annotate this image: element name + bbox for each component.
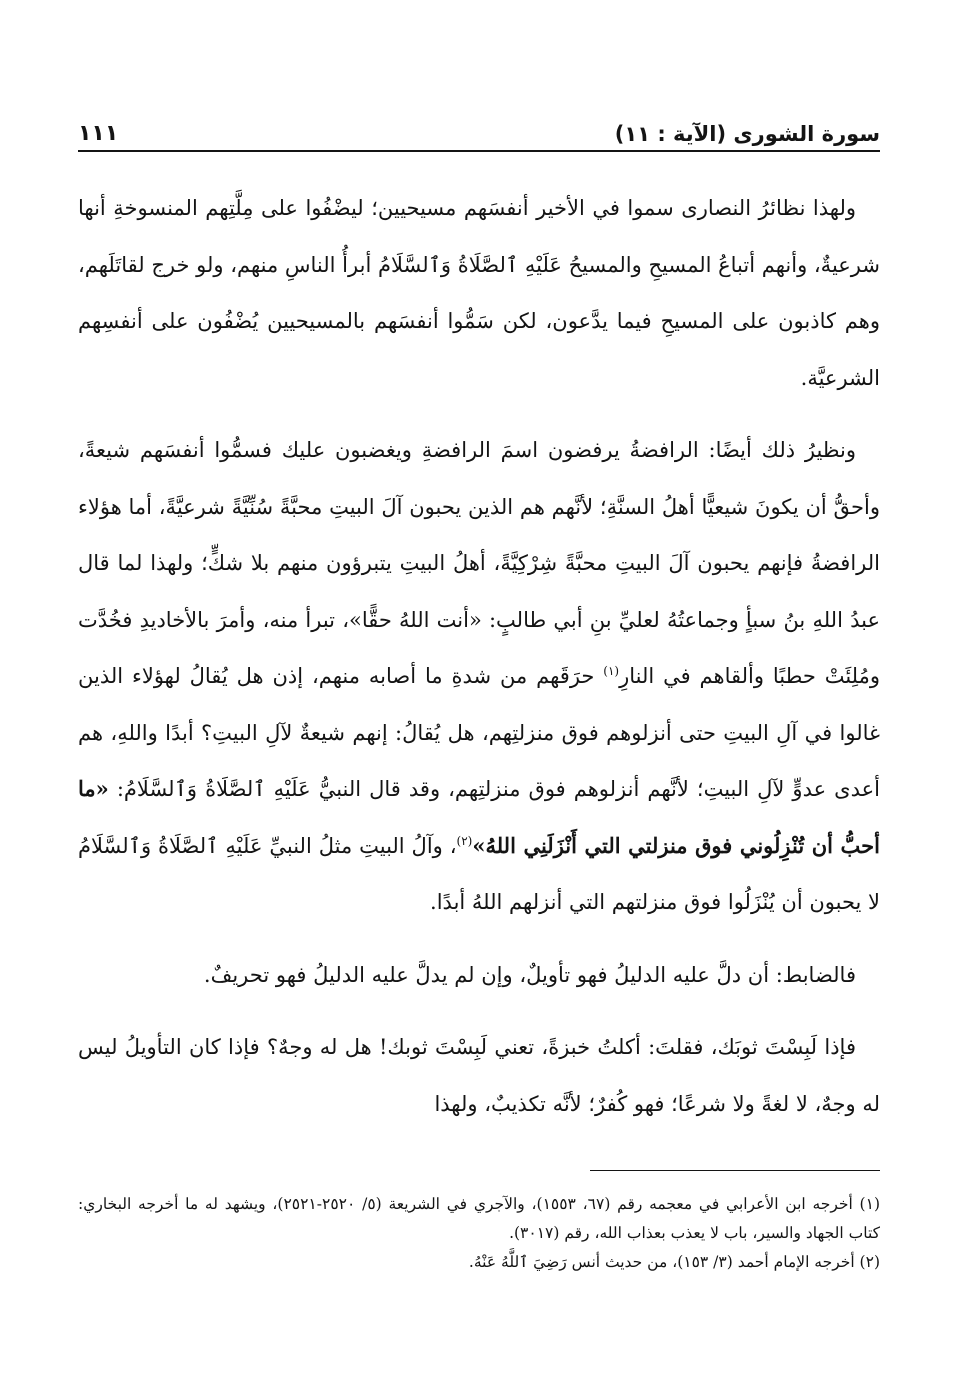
footnote-ref-2: (٢) bbox=[456, 833, 473, 848]
book-page bbox=[78, 102, 880, 1342]
footnote-2: (٢) أخرجه الإمام أحمد (٣/ ١٥٣)، من حديث أنس رَضِيَ ٱللَّهُ عَنْهُ. bbox=[468, 1253, 880, 1271]
footnote-1: (١) أخرجه ابن الأعرابي في معجمه رقم (٦٧، ١٥٥٣)، والآجري في الشريعة (٥/ ٢٥٢٠-٢٥٢١)، ويشهد له ما أخرجه البخاري: كتاب الجهاد والسير، باب لا يعذب بعذاب الله، رقم (٣٠١٧). bbox=[78, 1195, 880, 1242]
page-header bbox=[78, 114, 880, 148]
footnotes bbox=[78, 1190, 880, 1277]
footnote-ref-1: (١) bbox=[603, 664, 620, 678]
paragraph-rafida-text-3: ، وآلُ البيتِ مثلُ النبيِّ عَلَيْهِ ٱلصَّلَاةُ وَٱلسَّلَامُ لا يحبون أن يُنْزَلُوا فوق منزلتهم التي أنزلهم اللهُ أبدًا. bbox=[78, 833, 880, 914]
paragraph-example: فإذا لَبِسْتَ ثوبَك، فقلتَ: أكلتُ خبزةً، تعني لَبِسْتَ ثوبك! هل له وجهٌ؟ فإذا كان التأويلُ ليس له وجهٌ، لا لغةً ولا شرعًا؛ فهو كُفرٌ؛ لأنَّه تكذيبٌ، ولهذا bbox=[78, 1035, 880, 1116]
hadith-quote: «ما أحبُّ أن تُنْزِلُوني فوق منزلتي التي أَنْزَلَنِي اللهُ» bbox=[78, 776, 880, 858]
header-rule bbox=[78, 150, 880, 152]
paragraph-rafida bbox=[78, 422, 880, 931]
footnote-separator bbox=[590, 1170, 880, 1171]
paragraph-criterion: فالضابط: أن دلَّ عليه الدليلُ فهو تأويلٌ، وإن لم يدلَّ عليه الدليلُ فهو تحريفٌ. bbox=[203, 962, 856, 987]
page-number: ١١١ bbox=[78, 121, 119, 146]
running-title: سورة الشورى (الآية : ١١) bbox=[614, 122, 880, 146]
main-text bbox=[78, 180, 880, 1148]
paragraph-rafida-text-1: ونظيرُ ذلك أيضًا: الرافضةُ يرفضون اسمَ الرافضةِ ويغضبون عليك فسمُّوا أنفسَهم شيعةً، وأحقُّ أن يكونَ شيعيًّا أهلُ السنَّةِ؛ لأنَّهم هم الذين يحبون آلَ البيتِ محبَّةً سُنِّيَّةً شرعيَّةً، أما هؤلاء الرافضةُ فإنهم يحبون آلَ البيتِ محبَّةً شِرْكِيَّةً، أهلُ البيتِ يتبرؤون منهم بلا شكٍّ؛ ولهذا لما قال عبدُ اللهِ بنُ سبأٍ وجماعتُهُ لعليِّ بنِ أبي طالبٍ: «أنت اللهُ حقًّا»، تبرأ منه، وأمرَ بالأخاديدِ فخُدَّت ومُلِئَتْ حطبًا وألقاهم في النارِ bbox=[78, 438, 880, 688]
paragraph-rafida-text-2: حرَقَهم من شدةِ ما أصابه منهم، إذن هل يُقالُ لهؤلاء الذين غالوا في آلِ البيتِ حتى أنزلوهم فوق منزلتِهم، هل يُقالُ: إنهم شيعةٌ لآلِ البيتِ؟ أبدًا واللهِ، هم أعدى عدوٍّ لآلِ البيتِ؛ لأنَّهم أنزلوهم فوق منزلتِهم، وقد قال النبيُّ عَلَيْهِ ٱلصَّلَاةُ وَٱلسَّلَامُ: bbox=[78, 664, 880, 801]
paragraph-christians: ولهذا نظائرُ النصارى سموا في الأخير أنفسَهم مسيحيين؛ ليضْفُوا على مِلَّتِهم المنسوخةِ أنها شرعيةٌ، وأنهم أتباعُ المسيحِ والمسيحُ عَلَيْهِ ٱلصَّلَاةُ وَٱلسَّلَامُ أبرأُ الناسِ منهم، ولو خرج لقاتَلَهم، وهم كاذبون على المسيحِ فيما يدَّعون، لكن سَمُّوا أنفسَهم بالمسيحيين يُضْفُون على أنفسِهم الشرعيَّة. bbox=[78, 196, 880, 390]
